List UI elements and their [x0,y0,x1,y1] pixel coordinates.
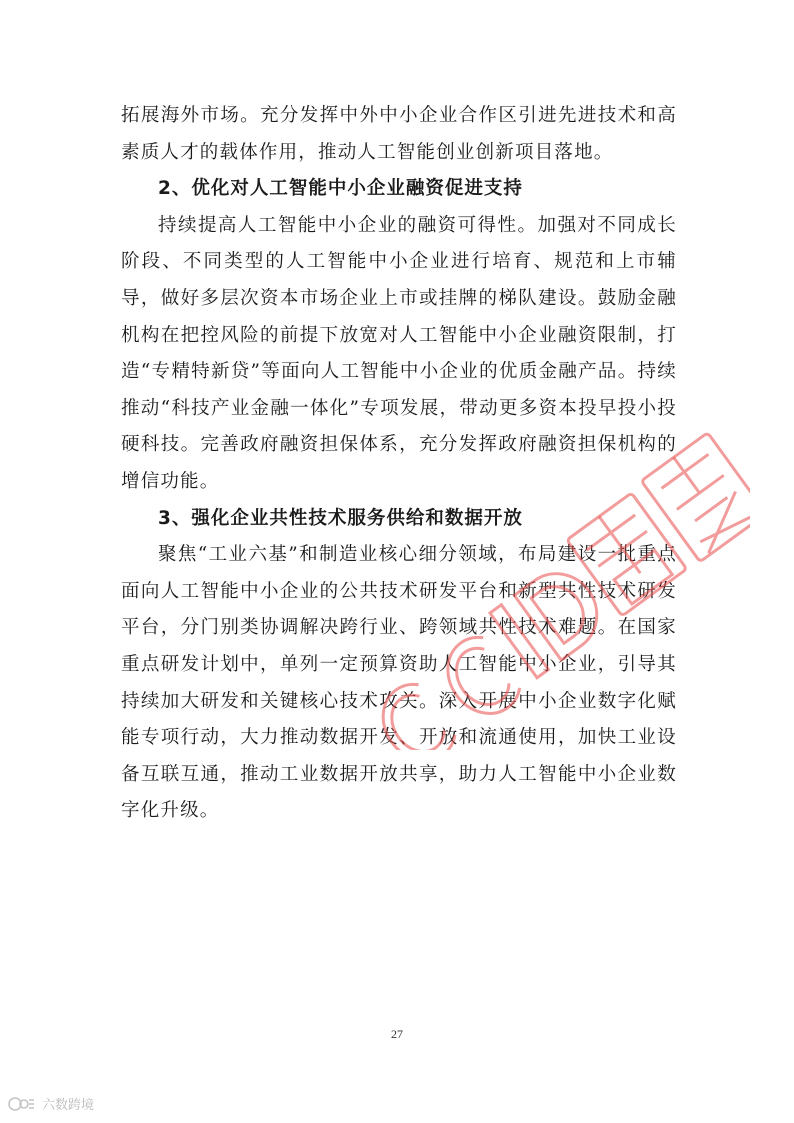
source-logo-icon [8,1096,36,1112]
paragraph-1: 拓展海外市场。充分发挥中外中小企业合作区引进先进技术和高素质人才的载体作用，推动人工智能创业创新项目落地。 [121,105,677,163]
source-watermark [8,1094,94,1113]
section-heading-2: 2、优化对人工智能中小企业融资促进支持 [158,178,523,200]
paragraph-2: 持续提高人工智能中小企业的融资可得性。加强对不同成长阶段、不同类型的人工智能中小企业进行培育、规范和上市辅导，做好多层次资本市场企业上市或挂牌的梯队建设。鼓励金融机构在把控风险的前提下放宽对人工智能中小企业融资限制，打造“专精特新贷”等面向人工智能中小企业的优质金融产品。持续推动“科技产业金融一体化”专项发展，带动更多资本投早投小投硬科技。完善政府融资担保体系，充分发挥政府融资担保机构的增信功能。 [121,214,677,492]
document-body [121,98,677,830]
source-watermark-text: 六数跨境 [42,1098,95,1113]
section-heading-3: 3、强化企业共性技术服务供给和数据开放 [158,507,523,529]
paragraph-3: 聚焦“工业六基”和制造业核心细分领域，布局建设一批重点面向人工智能中小企业的公共技术研发平台和新型共性技术研发平台，分门别类协调解决跨行业、跨领域共性技术难题。在国家重点研发计划中，单列一定预算资助人工智能中小企业，引导其持续加大研发和关键核心技术攻关。深入开展中小企业数字化赋能专项行动，大力推动数据开发、开放和流通使用，加快工业设备互联互通，推动工业数据开放共享，助力人工智能中小企业数字化升级。 [121,544,677,822]
page-number: 27 [391,1027,403,1041]
